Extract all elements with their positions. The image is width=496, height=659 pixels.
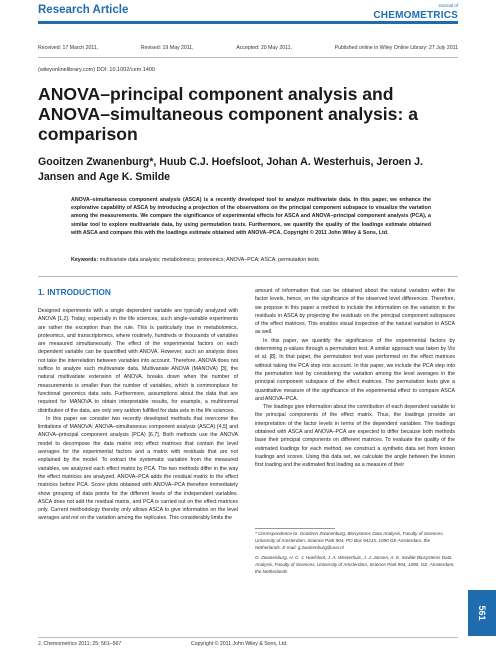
- author-list: Gooitzen Zwanenburg*, Huub C.J. Hoefsloot, Johan A. Westerhuis, Jeroen J. Jansen and Age K. Smilde: [38, 156, 423, 183]
- header-rule: [38, 21, 458, 24]
- abstract-rule: [38, 276, 458, 277]
- article-title: ANOVA–principal component analysis and ANOVA–simultaneous component analysis: a comparison: [38, 84, 418, 144]
- received-date: Received: 17 March 2011,: [38, 45, 99, 51]
- section-heading: 1. INTRODUCTION: [38, 287, 111, 297]
- right-column: [255, 287, 455, 470]
- journal-logo: [373, 2, 458, 20]
- footer-citation: J. Chemometrics 2011; 25: 561–567: [38, 641, 122, 647]
- doi-line[interactable]: (wileyonlinelibrary.com) DOI: 10.1002/cem.1400: [38, 67, 155, 73]
- journal-logo-name: CHEMOMETRICS: [373, 10, 458, 21]
- article-type-label: Research Article: [38, 4, 129, 16]
- accepted-date: Accepted: 20 May 2011,: [236, 45, 292, 51]
- keywords-list: multivariate data analysis; metabolomics; proteomics; ANOVA–PCA; ASCA; permutation tests: [99, 257, 319, 263]
- keywords: [71, 257, 431, 263]
- paragraph: In this paper, we quantify the significance of the experimental factors by determining p-values through a permutation test. A similar approach was taken by Vis et al. [8]. In that paper, the permutation test was performed on the effect matrices without taking the PCA step into account. In this paper, we include the PCA step into the permutation test by considering the variation among the level averages in the principal component subspace of the effect matrices. The permutation tests give a quantitative measure of the significance of the experimental effect to compare ASCA and ANOVA–PCA.: [255, 337, 455, 402]
- published-date: Published online in Wiley Online Library: 27 July 2011: [334, 45, 458, 51]
- article-dates: [38, 45, 458, 51]
- affiliation-footnote: G. Zwanenburg, H. C. J. Hoefsloot, J. A. Westerhuis, J. J. Jansen, A. K. Smilde Biosystems Data Analysis, Faculty of Sciences, University of Amsterdam, Science Park 904, 1090, GE, Amsterdam, the Netherlands: [255, 555, 455, 574]
- page-number: 561: [477, 605, 487, 621]
- paragraph: amount of information that can be obtained about the natural variation within the factor levels, hence, on the significance of the observed level differences. Therefore, we propose in this paper a method to include the information on the variation in the residuals in ASCA by projecting the residuals on the principal component subspaces of the effect matrices. This enables visual inspection of the natural variation in ASCA as well.: [255, 288, 455, 336]
- abstract: ANOVA–simultaneous component analysis (ASCA) is a recently developed tool to analyze multivariate data. In this paper, we enhance the explorative capability of ASCA by introducing a projection of the observations on the principal component subspace to visualize the variation among the measurements. We compare the significance of experimental effects for ASCA and ANOVA–principal component analysis (PCA), a similar tool to explore multivariate data, by using permutation tests. Furthermore, we quantify the quality of the loadings estimate obtained with ASCA and compare this with the loadings estimate obtained with ANOVA–PCA. Copyright © 2011 John Wiley & Sons, Ltd.: [71, 197, 431, 236]
- correspondence-footnote: * Correspondence to: Gooitzen Zwanenburg, Biosystems Data Analysis, Faculty of Sciences, University of Amsterdam, Science Park 904, PO Box 94215, 1090 GE Amsterdam, the Netherlands. E-mail: g.zwanenburg@uva.nl: [255, 531, 444, 550]
- keywords-label: Keywords:: [71, 257, 99, 263]
- left-column: [38, 307, 238, 523]
- dates-rule: [38, 57, 458, 58]
- paragraph: In this paper we consider two recently developed methods that overcome the limitations of MANOVA: ANOVA–simultaneous component analysis (ASCA) [4,5] and ANOVA–principal component analysis (PCA) [6,7]. Both methods use the ANOVA model to decompose the data matrix into effect matrices that contain the level averages for the experimental factors and a matrix with residuals that are not explained by the model. To extract the systematic variation from the measured variables, we analyzed each effect matrix by PCA. The two methods differ in the way the effect matrices are analyzed. ANOVA–PCA adds the residual matrix to the effect matrices before PCA. Score plots obtained with ANOVA–PCA therefore immediately show grouping of data points for the different levels of the independent variables. ASCA does not add the residual matrix, and PCA is carried out on the effect matrices only. Current methodology thereby only allows ASCA to give information on the level averages and not on the variation among the replicates. This considerably limits the: [38, 415, 238, 522]
- paragraph: Designed experiments with a single dependent variable are typically analyzed with ANOVA [1,2]. Today, especially in the life sciences, such single-variable experiments are rather the exception than the rule. This is particularly true in metabolomics, proteomics, and transcriptomics, where routinely, hundreds or thousands of variables are measured simultaneously. The effect of the experimental factors on each dependent variable can be quantified with ANOVA. However, such an analysis does not take the interrelation between variables into account. Therefore, ANOVA does not suffice to analyze such multivariate data. Multivariate ANOVA (MANOVA) [3], the natural multivariate extension of ANOVA, breaks down when the number of measurements is smaller than the number of variables, which is commonplace for functional genomics data sets. Furthermore, assumptions about the data that are required for MANOVA to obtain interpretable results, for example, a multinormal distribution of the data, are only very seldom fulfilled for data sets in the life sciences.: [38, 308, 238, 414]
- footnote-rule: [255, 528, 335, 529]
- paragraph: The loadings give information about the contribution of each dependent variable to the principal components of the effect matrix. Thus, the loadings provide an interpretation of the factor levels in terms of the dependent variables. The loadings obtained with ASCA and ANOVA–PCA are expected to differ because both methods base their principal components on different matrices. To evaluate the quality of the estimated loadings for each method, we construct a synthetic data set from known loadings and scores. Using this data set, we calculate the angle between the known first loading and the estimated first loading as a measure of their: [255, 404, 455, 469]
- footnotes: [255, 531, 455, 580]
- footer-rule: [38, 637, 458, 638]
- footer-copyright: Copyright © 2011 John Wiley & Sons, Ltd.: [191, 641, 288, 647]
- revised-date: Revised: 19 May 2011,: [140, 45, 194, 51]
- page-number-tab: [468, 590, 496, 636]
- journal-logo-top: Journal of: [438, 3, 458, 8]
